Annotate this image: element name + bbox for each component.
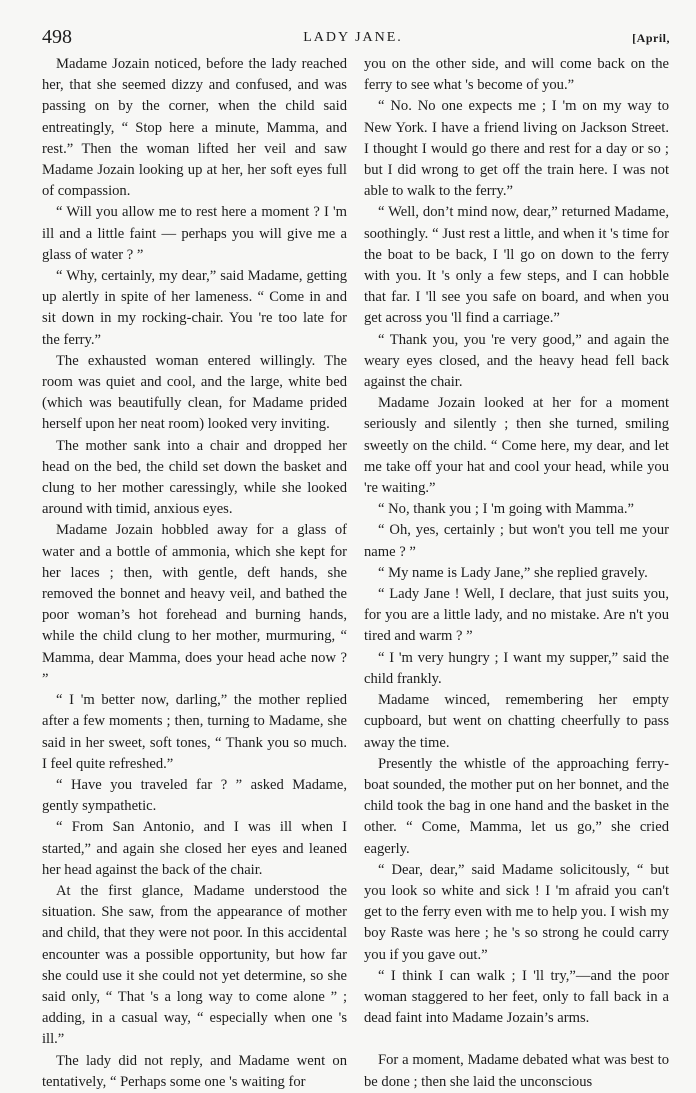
- paragraph: Madame Jozain hobbled away for a glass of water and a bottle of ammonia, which she kept for her laces ; then, with gentle, deft hands, she removed the bonnet and heavy veil, and bathed the poor woman’s hot forehead and burning hands, while the child clung to her mother, murmuring, “ Mamma, dear Mamma, does your head ache now ? ”: [42, 522, 347, 687]
- paragraph: Madame Jozain looked at her for a moment seriously and silently ; then she turned, smiling sweetly on the child. “ Come here, my dear, and let me take off your hat and cool your head, while you 're waiting.”: [364, 395, 669, 497]
- paragraph: “ Oh, yes, certainly ; but won't you tell me your name ? ”: [364, 522, 669, 560]
- running-title: LADY JANE.: [303, 30, 403, 45]
- paragraph: “ Why, certainly, my dear,” said Madame, getting up alertly in spite of her lameness. “ Come in and sit down in my rocking-chair. You 're too late for the ferry.”: [42, 268, 347, 348]
- paragraph: “ My name is Lady Jane,” she replied gravely.: [378, 564, 648, 581]
- paragraph: “ From San Antonio, and I was ill when I started,” and again she closed her eyes and leaned her head against the back of the chair.: [42, 819, 347, 878]
- right-column: [364, 54, 669, 1093]
- paragraph: “ Dear, dear,” said Madame solicitously, “ but you look so white and sick ! I 'm afraid you can't get to the ferry even with me to help you. I wish my boy Raste was here ; he 's so strong he could carry you if you gave out.”: [364, 861, 669, 963]
- paragraph: “ Well, don’t mind now, dear,” returned Madame, soothingly. “ Just rest a little, and when it 's time for the boat to be back, I 'll go on down to the ferry with you. It 's only a few steps, and I can hobble that far. I 'll see you safe on board, and when you get across you 'll find a carriage.”: [364, 204, 669, 327]
- paragraph: “ No, thank you ; I 'm going with Mamma.”: [378, 501, 634, 518]
- paragraph: “ I 'm better now, darling,” the mother replied after a few moments ; then, turning to Madame, she said in her sweet, soft tones, “ Thank you so much. I feel quite refreshed.”: [42, 692, 347, 772]
- paragraph: “ Have you traveled far ? ” asked Madame, gently sympathetic.: [42, 776, 347, 815]
- paragraph: “ Will you allow me to rest here a moment ? I 'm ill and a little faint — perhaps you will give me a glass of water ? ”: [42, 204, 347, 263]
- running-header: [42, 26, 670, 48]
- paragraph: Madame winced, remembering her empty cupboard, but went on chatting cheerfully to pass away the time.: [364, 692, 669, 751]
- paragraph-continued: you on the other side, and will come back on the ferry to see what 's become of you.”: [364, 56, 669, 94]
- paragraph: “ I 'm very hungry ; I want my supper,” said the child frankly.: [364, 649, 669, 687]
- paragraph: For a moment, Madame debated what was best to be done ; then she laid the unconscious: [364, 1052, 669, 1090]
- issue-label: [April,: [632, 31, 670, 45]
- page-number: 498: [42, 26, 72, 48]
- left-column: [42, 54, 347, 1093]
- paragraph: The mother sank into a chair and dropped her head on the bed, the child set down the basket and clung to her mother caressingly, while she looked around with timid, anxious eyes.: [42, 437, 347, 518]
- paragraph: “ Lady Jane ! Well, I declare, that just suits you, for you are a little lady, and no mistake. Are n't you tired and warm ? ”: [364, 586, 669, 645]
- paragraph: “ I think I can walk ; I 'll try,”—and the poor woman staggered to her feet, only to fall back in a dead faint into Madame Jozain’s arms.: [364, 967, 669, 1027]
- paragraph: The lady did not reply, and Madame went on tentatively, “ Perhaps some one 's waiting for: [42, 1052, 347, 1090]
- paragraph: The exhausted woman entered willingly. The room was quiet and cool, and the large, white bed (which was beautifully clean, for Madame prided herself upon her neat room) looked very inviting.: [42, 352, 347, 433]
- paragraph: Presently the whistle of the approaching ferry-boat sounded, the mother put on her bonnet, and the child took the bag in one hand and the basket in the other. “ Come, Mamma, let us go,” she cried eagerly.: [364, 755, 669, 857]
- paragraph: “ No. No one expects me ; I 'm on my way to New York. I have a friend living on Jackson Street. I thought I would go there and rest for a day or so ; but I did wrong to get off the train here. I was not able to walk to the ferry.”: [364, 98, 669, 200]
- paragraph: “ Thank you, you 're very good,” and again the weary eyes closed, and the heavy head fell back against the chair.: [364, 331, 669, 391]
- paragraph: At the first glance, Madame understood the situation. She saw, from the appearance of mother and child, that they were not poor. In this accidental encounter was a possible opportunity, but how far she could use it she could not yet determine, so she said only, “ That 's a long way to come alone ” ; adding, in a casual way, “ especially when one 's ill.”: [42, 882, 347, 1048]
- paragraph: Madame Jozain noticed, before the lady reached her, that she seemed dizzy and confused, and was passing on by the corner, when the child said entreatingly, “ Stop here a minute, Mamma, and rest.” Then the woman lifted her veil and saw Madame Jozain looking up at her, her soft eyes full of compassion.: [42, 56, 347, 200]
